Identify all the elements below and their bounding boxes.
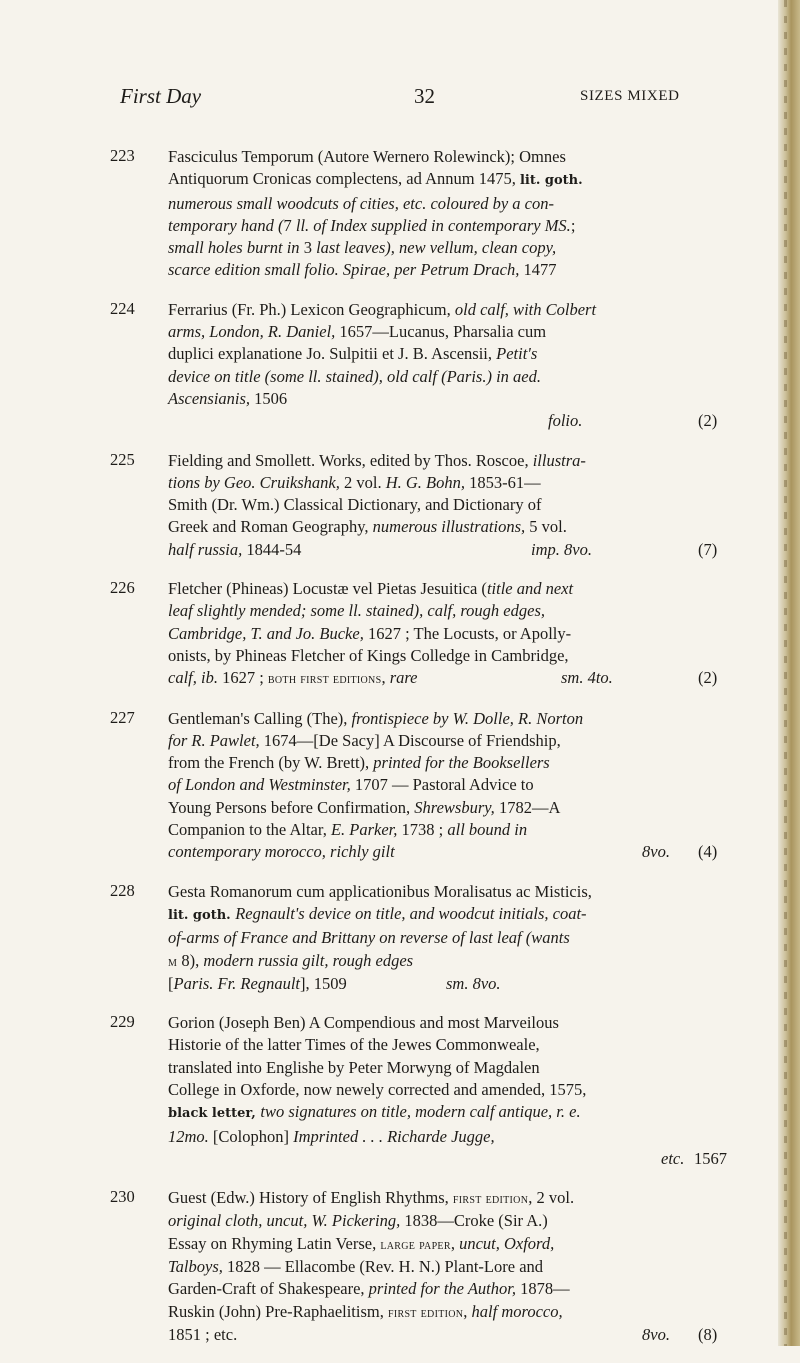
lot-number: 230 (110, 1187, 135, 1207)
entry-line (168, 1233, 734, 1256)
text-segment: 12mo. (168, 1126, 209, 1146)
text-segment: Fasciculus Temporum (Autore Wernero Rolewinck); Omnes (168, 147, 566, 166)
text-segment: 1707 — Pastoral Advice to (354, 775, 534, 795)
text-segment: College in Oxforde, now newely corrected and amended, 1575, (168, 1079, 587, 1099)
entry-line (168, 645, 734, 667)
text-segment: 1844-54 (246, 539, 302, 559)
entry-line (168, 193, 734, 215)
entry-line (168, 950, 734, 973)
lot-number: 226 (110, 578, 135, 598)
text-segment: 1477 (523, 260, 557, 280)
lot-number: 227 (110, 707, 135, 727)
text-segment: both first editions (267, 671, 382, 688)
entry-line (168, 343, 734, 365)
entry-line (168, 146, 734, 168)
text-segment: 1506 (254, 388, 288, 408)
text-segment: Companion to the Altar, (168, 820, 331, 840)
text-segment: ; (570, 215, 576, 235)
entry-line (168, 494, 734, 516)
text-segment: black letter, (168, 1106, 261, 1122)
entry-line (168, 259, 734, 281)
text-segment: Greek and Roman Geography, (168, 517, 373, 537)
text-segment: old calf, with Colbert (454, 299, 597, 319)
text-segment: 1657—Lucanus, Pharsalia cum (339, 322, 547, 342)
entry-line (168, 1301, 734, 1324)
text-segment: two signatures on title, modern calf antique, r. e. (260, 1102, 581, 1122)
text-segment: of-arms of France and Brittany on reverse of last leaf (wants (168, 928, 570, 948)
text-segment: for R. Pawlet, (168, 730, 264, 750)
text-segment: illustra- (532, 450, 586, 470)
text-segment: Essay on Rhyming Latin Verse, (168, 1233, 381, 1253)
text-segment: , (450, 1233, 460, 1253)
text-segment: onists, by Phineas Fletcher of Kings Colledge in Cambridge, (168, 645, 569, 665)
text-segment: first edition (452, 1191, 529, 1208)
text-segment: (4) (698, 842, 718, 862)
lot-number: 225 (110, 449, 135, 469)
text-segment: arms, London, R. Daniel, (168, 322, 340, 342)
text-segment: from the French (by W. Brett), (168, 753, 374, 773)
entry-line (168, 708, 734, 730)
text-segment: 1674—[De Sacy] A Discourse of Friendship, (263, 730, 561, 750)
text-segment: imp. 8vo. (531, 539, 592, 559)
text-segment: uncut, Oxford, (459, 1233, 555, 1253)
entry-line (168, 299, 734, 321)
text-segment: Petit's (496, 344, 538, 364)
text-segment: 5 vol. (529, 517, 567, 537)
text-segment: 3 (303, 238, 312, 258)
catalogue-entry (0, 1012, 734, 1170)
text-segment: printed for the Booksellers (373, 753, 550, 773)
text-segment: device on title (some ll. stained), old calf (Paris.) in aed. (168, 366, 541, 386)
entry-line (168, 841, 734, 863)
entry-line (168, 1187, 734, 1210)
entry-line (168, 667, 734, 690)
entry-line (168, 578, 734, 600)
entry-line (168, 472, 734, 494)
entry-line (168, 903, 734, 927)
entry-line (168, 1278, 734, 1300)
text-segment: Ascensianis, (168, 388, 255, 408)
catalogue-entry (0, 578, 734, 690)
text-segment: 1782—A (498, 797, 561, 817)
catalogue-entry (0, 146, 734, 282)
entry-line (168, 1034, 734, 1056)
text-segment: etc. (661, 1148, 685, 1168)
lot-number: 229 (110, 1012, 135, 1032)
text-segment: calf, ib. (168, 668, 223, 688)
entry-line (168, 973, 734, 995)
entry-line (168, 1079, 734, 1101)
text-segment: E. Parker, (330, 820, 402, 840)
entry-line (168, 168, 734, 192)
text-segment: m (168, 953, 178, 970)
text-segment: 8vo. (642, 1324, 670, 1344)
text-segment: Historie of the latter Times of the Jewes Commonweale, (168, 1035, 540, 1055)
text-segment: 1828 — Ellacombe (Rev. H. N.) Plant-Lore and (227, 1257, 544, 1277)
entry-line (168, 881, 734, 903)
catalogue-entry (0, 299, 734, 433)
text-segment: Young Persons before Confirmation, (168, 797, 415, 817)
text-segment: 1738 ; (401, 820, 448, 840)
text-segment: Antiquorum Cronicas complectens, ad Annum 1475, (168, 169, 520, 189)
text-segment: , 2 vol. (528, 1188, 575, 1208)
running-header (0, 84, 800, 110)
text-segment: large paper (380, 1236, 451, 1253)
text-segment: sm. 4to. (561, 668, 613, 688)
text-segment: leaf slightly mended; some ll. stained), calf, rough edges, (168, 601, 545, 621)
text-segment: modern russia gilt, rough edges (203, 950, 414, 970)
text-segment: scarce edition small folio. Spirae, per Petrum Drach, (168, 260, 524, 280)
text-segment: printed for the Author, (368, 1279, 521, 1299)
text-segment: Fielding and Smollett. Works, edited by Thos. Roscoe, (168, 450, 533, 470)
text-segment: H. G. Bohn, (385, 472, 470, 492)
entry-line (168, 797, 734, 819)
text-segment: Ferrarius (Fr. Ph.) Lexicon Geographicum, (168, 299, 455, 319)
entry-line (168, 927, 734, 949)
text-segment: lit. goth. (168, 907, 236, 923)
text-segment: (2) (698, 411, 718, 431)
text-segment: Smith (Dr. Wm.) Classical Dictionary, and Dictionary of (168, 495, 542, 515)
text-segment: 1878— (520, 1279, 570, 1299)
text-segment: Regnault's device on title, and woodcut initials, coat- (235, 903, 587, 923)
text-segment: half morocco, (471, 1301, 563, 1321)
text-segment: Guest (Edw.) History of English Rhythms, (168, 1188, 453, 1208)
text-segment: Cambridge, T. and Jo. Bucke, (168, 623, 368, 643)
lot-number: 223 (110, 146, 135, 165)
text-segment: Talboys, (168, 1257, 227, 1277)
text-segment: , (381, 668, 390, 688)
text-segment: duplici explanatione Jo. Sulpitii et J. B. Ascensii, (168, 344, 497, 364)
text-segment: rare (389, 668, 418, 688)
text-segment: 1567 (694, 1148, 727, 1168)
text-segment: original cloth, uncut, W. Pickering, (168, 1211, 405, 1231)
text-segment: half russia, (168, 539, 247, 559)
entry-line (168, 1057, 734, 1079)
text-segment: lit. goth. (519, 173, 583, 189)
text-segment: Gorion (Joseph Ben) A Compendious and most Marveilous (168, 1013, 559, 1033)
catalogue-entry (0, 1187, 734, 1346)
text-segment: (2) (698, 668, 718, 688)
entry-line (168, 366, 734, 388)
text-segment: first edition (387, 1304, 464, 1321)
entry-line (168, 516, 734, 538)
text-segment: 1627 ; (222, 668, 268, 688)
text-segment: title and next (486, 579, 574, 599)
lot-number: 228 (110, 880, 135, 900)
lot-number: 224 (110, 298, 135, 318)
entry-line (168, 237, 734, 259)
text-segment: 2 vol. (343, 472, 386, 492)
entry-line (168, 1012, 734, 1034)
entry-line (168, 623, 734, 645)
entry-line (168, 539, 734, 561)
text-segment: last leaves), new vellum, clean copy, (311, 238, 557, 258)
catalogue-entry (0, 450, 734, 561)
text-segment: 1853-61— (469, 472, 541, 492)
entry-line (168, 450, 734, 472)
entry-line (168, 819, 734, 841)
text-segment: numerous small woodcuts of cities, etc. coloured by a con- (168, 193, 555, 213)
entry-line (168, 774, 734, 796)
text-segment: 7 (283, 215, 292, 235)
catalogue-entry (0, 708, 734, 864)
text-segment: folio. (548, 411, 583, 431)
entry-line (168, 752, 734, 774)
entry-line (168, 1101, 734, 1125)
text-segment: ll. of Index supplied in contemporary MS. (291, 215, 571, 235)
entry-line (168, 215, 734, 237)
entry-line (168, 1324, 734, 1346)
text-segment: Gentleman's Calling (The), (168, 708, 352, 728)
text-segment: Shrewsbury, (414, 797, 499, 817)
entry-line (168, 1256, 734, 1278)
entry-line (168, 730, 734, 752)
text-segment: Garden-Craft of Shakespeare, (168, 1279, 369, 1299)
text-segment: 1838—Croke (Sir A.) (404, 1211, 548, 1231)
text-segment: 8), (177, 950, 204, 970)
text-segment: Ruskin (John) Pre-Raphaelitism, (168, 1301, 388, 1321)
text-segment: Gesta Romanorum cum applicationibus Moralisatus ac Misticis, (168, 881, 592, 901)
text-segment: [ (168, 973, 174, 993)
text-segment: of London and Westminster, (168, 775, 355, 795)
entry-line (168, 410, 734, 432)
entry-line (168, 388, 734, 410)
catalogue-entry (0, 881, 734, 995)
text-segment: frontispiece by W. Dolle, R. Norton (351, 708, 584, 728)
text-segment: translated into Englishe by Peter Morwyng of Magdalen (168, 1057, 540, 1077)
text-segment: 1851 ; etc. (168, 1324, 238, 1344)
section-heading: SIZES MIXED (580, 88, 680, 104)
text-segment: numerous illustrations, (372, 517, 530, 537)
text-segment: (7) (698, 539, 718, 559)
text-segment: sm. 8vo. (446, 973, 501, 993)
text-segment: Imprinted . . . Richarde Jugge, (293, 1126, 495, 1146)
text-segment: (8) (698, 1324, 718, 1344)
catalogue-entries (0, 146, 800, 1363)
day-heading: First Day (120, 84, 202, 108)
text-segment: 1627 ; The Locusts, or Apolly- (367, 623, 572, 643)
text-segment: temporary hand ( (168, 215, 284, 235)
text-segment: 8vo. (642, 842, 670, 862)
entry-line (168, 600, 734, 622)
text-segment: Fletcher (Phineas) Locustæ vel Pietas Jesuitica ( (168, 579, 487, 599)
text-segment: all bound in (447, 820, 528, 840)
text-segment: ], 1509 (300, 973, 347, 993)
text-segment: tions by Geo. Cruikshank, (168, 472, 344, 492)
entry-line (168, 321, 734, 343)
text-segment: [Colophon] (208, 1126, 294, 1146)
text-segment: small holes burnt in (168, 238, 304, 258)
text-segment: contemporary morocco, richly gilt (168, 842, 395, 862)
page-number: 32 (414, 84, 435, 108)
text-segment: Paris. Fr. Regnault (173, 973, 300, 993)
entry-line (168, 1148, 734, 1170)
entry-line (168, 1126, 734, 1148)
entry-line (168, 1210, 734, 1232)
text-segment: , (463, 1301, 472, 1321)
